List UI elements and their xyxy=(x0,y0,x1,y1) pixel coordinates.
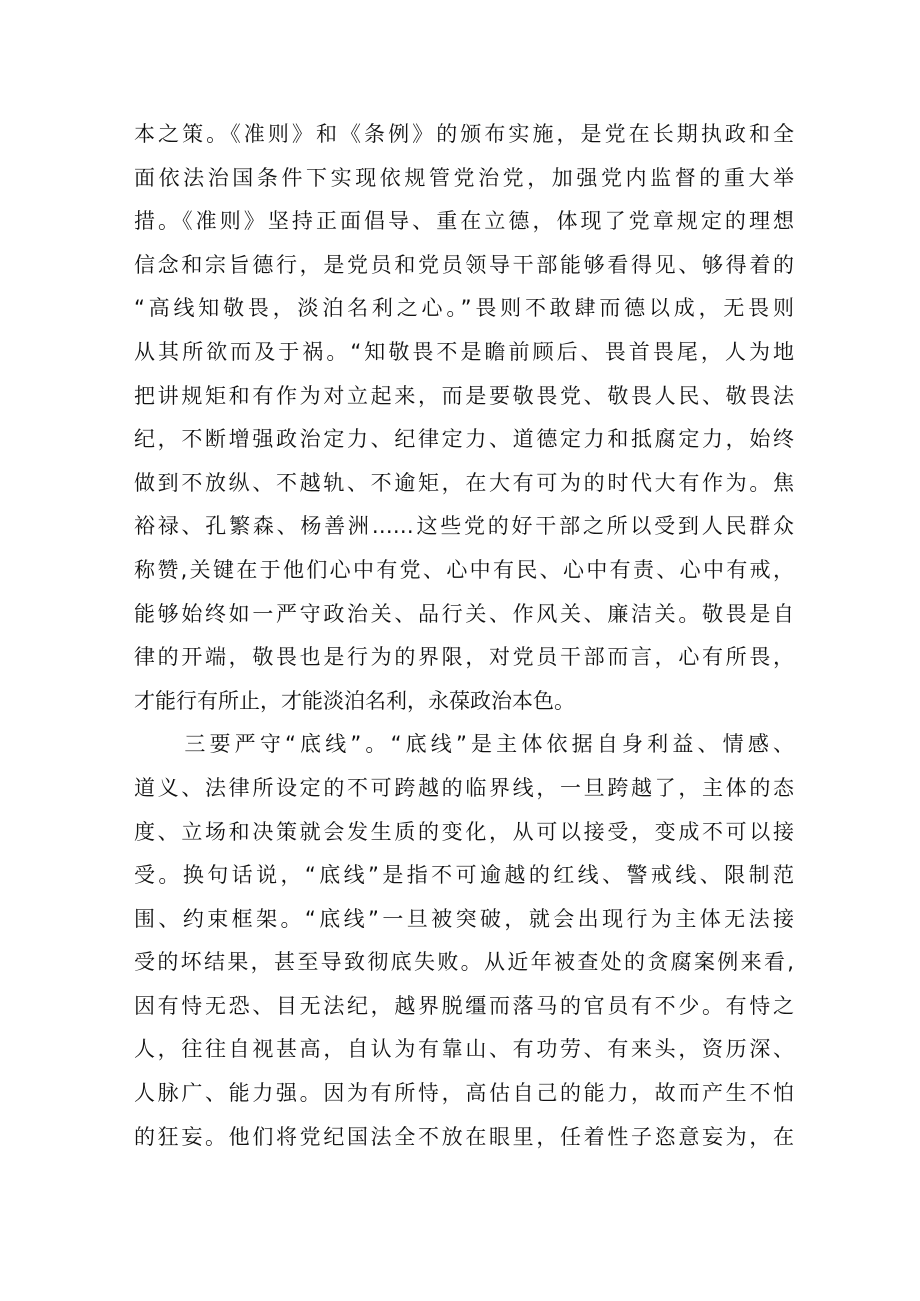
text-line: 律的开端，敬畏也是行为的界限，对党员干部而言，心有所畏， xyxy=(134,645,794,670)
text-line: 能够始终如一严守政治关、品行关、作风关、廉洁关。敬畏是自 xyxy=(134,601,794,626)
text-line: 面依法治国条件下实现依规管党治党，加强党内监督的重大举 xyxy=(134,165,794,190)
text-line: 三要严守“底线”。“底线”是主体依据自身利益、情感、 xyxy=(134,732,794,757)
text-line: 纪，不断增强政治定力、纪律定力、道德定力和抵腐定力，始终 xyxy=(134,427,794,452)
text-line: 从其所欲而及于祸。“知敬畏不是瞻前顾后、畏首畏尾，人为地 xyxy=(134,339,794,364)
text-line: 道义、法律所设定的不可跨越的临界线，一旦跨越了，主体的态 xyxy=(134,775,794,800)
text-line: “高线知敬畏，淡泊名利之心。”畏则不敢肆而德以成，无畏则 xyxy=(134,296,794,321)
text-line: 称赞,关键在于他们心中有党、心中有民、心中有责、心中有戒， xyxy=(134,557,794,582)
text-line: 人脉广、能力强。因为有所恃，高估自己的能力，故而产生不怕 xyxy=(134,1081,794,1106)
text-line: 围、约束框架。“底线”一旦被突破，就会出现行为主体无法接 xyxy=(134,906,794,931)
text-line: 的狂妄。他们将党纪国法全不放在眼里，任着性子恣意妄为，在 xyxy=(134,1124,794,1149)
text-line: 度、立场和决策就会发生质的变化，从可以接受，变成不可以接 xyxy=(134,819,794,844)
text-line: 人，往往自视甚高，自认为有靠山、有功劳、有来头，资历深、 xyxy=(134,1037,794,1062)
text-line: 信念和宗旨德行，是党员和党员领导干部能够看得见、够得着的 xyxy=(134,252,794,277)
text-line: 措。《准则》坚持正面倡导、重在立德，体现了党章规定的理想 xyxy=(134,209,794,234)
text-line: 受。换句话说，“底线”是指不可逾越的红线、警戒线、限制范 xyxy=(134,863,794,888)
text-line: 因有恃无恐、目无法纪，越界脱缰而落马的官员有不少。有恃之 xyxy=(134,993,794,1018)
text-line: 受的坏结果，甚至导致彻底失败。从近年被查处的贪腐案例来看, xyxy=(134,950,794,975)
text-line: 本之策。《准则》和《条例》的颁布实施，是党在长期执政和全 xyxy=(134,122,794,146)
text-line: 才能行有所止，才能淡泊名利，永葆政治本色。 xyxy=(134,688,575,713)
text-line: 做到不放纵、不越轨、不逾矩，在大有可为的时代大有作为。焦 xyxy=(134,470,794,495)
body-text xyxy=(134,113,794,1159)
text-line: 把讲规矩和有作为对立起来，而是要敬畏党、敬畏人民、敬畏法 xyxy=(134,383,794,408)
text-line: 裕禄、孔繁森、杨善洲……这些党的好干部之所以受到人民群众 xyxy=(134,514,794,539)
